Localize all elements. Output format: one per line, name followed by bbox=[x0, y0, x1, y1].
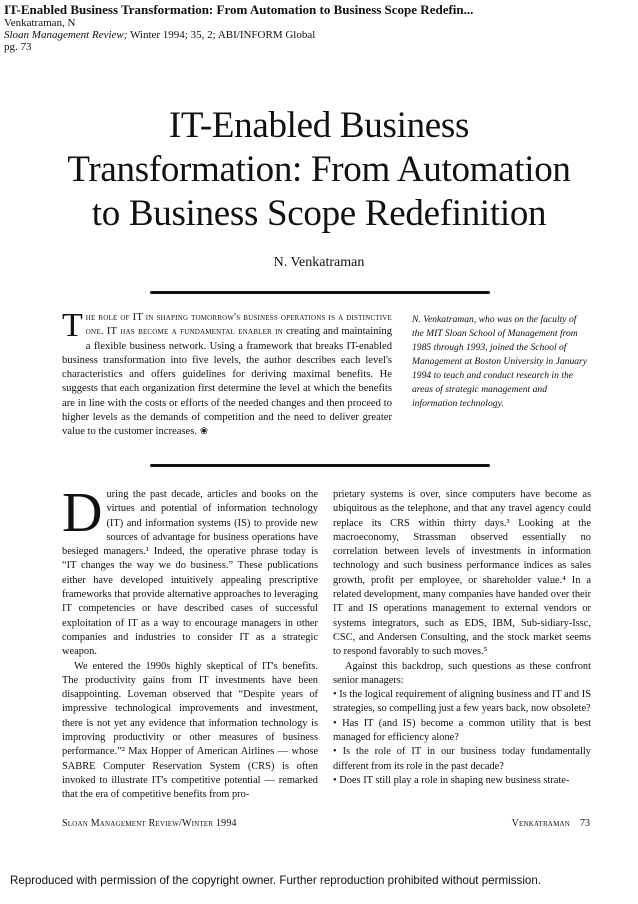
article-byline: N. Venkatraman bbox=[273, 255, 365, 270]
source-journal: Sloan Management Review; bbox=[4, 29, 128, 41]
paragraph bbox=[62, 482, 318, 660]
article-title-line-3: to Business Scope Redefinition bbox=[91, 193, 547, 234]
column-left bbox=[62, 482, 318, 803]
document-title: IT-Enabled Business Transformation: From Automation to Business Scope Redefin... bbox=[4, 2, 474, 17]
document-source bbox=[4, 29, 634, 41]
source-details: Winter 1994; 35, 2; ABI/INFORM Global bbox=[127, 29, 316, 41]
column-right bbox=[333, 488, 591, 788]
footer-right bbox=[512, 818, 590, 829]
paragraph: Against this backdrop, such questions as these confront senior managers: bbox=[333, 660, 591, 686]
divider-bottom bbox=[150, 464, 490, 467]
divider-top bbox=[150, 291, 490, 294]
bullet-item: • Is the role of IT in our business today fundamentally different from its role in the past decade? bbox=[333, 746, 591, 772]
article-title bbox=[20, 104, 618, 236]
reproduction-notice: Reproduced with permission of the copyright owner. Further reproduction prohibited without permission. bbox=[10, 874, 542, 887]
bullet-item: • Is the logical requirement of aligning business and IT and IS strategies, so compelling just a few years back, now obsolete? bbox=[333, 689, 591, 715]
document-header bbox=[4, 2, 634, 53]
author-bio: N. Venkatraman, who was on the faculty of the MIT Sloan School of Management from 1985 through 1993, joined the School of Management at Boston University in January 1994 to teach and conduct research in the areas of strategic management and information technology. bbox=[412, 314, 588, 409]
article-title-line-1: IT-Enabled Business bbox=[168, 105, 470, 146]
paragraph-text: uring the past decade, articles and books on the virtues and potential of information technology (IT) and information systems (IS) to provide new sources of advantage for business operations have besieged managers.¹ Indeed, the operative phrase today is “IT changes the way we do business.” These publications either have developed intuitively appealing prescriptive frameworks that provide alternative approaches to leveraging IT competencies or have described cases of successful exploitation of IT as a way to encourage managers in other companies and industries to consider IT as a strategic weapon. bbox=[62, 489, 318, 658]
abstract-body: creating and maintaining a flexible business network. Using a framework that breaks IT-enabled business transformation into five levels, the author describes each level's characteristics and offers guidelines for deriving maximal benefits. He suggests that each organization first determine the level at which the benefits are in line with the costs or efforts of the needed changes and then proceed to higher levels as the demands of competition and the need to deliver greater value to the customer increases. bbox=[62, 326, 392, 438]
footer-author: Venkatraman bbox=[511, 818, 570, 829]
bullet-item: • Does IT still play a role in shaping new business strate- bbox=[333, 774, 570, 786]
end-mark-icon: ❀ bbox=[199, 426, 209, 438]
article-title-line-2: Transformation: From Automation bbox=[67, 149, 571, 190]
document-author: Venkatraman, N bbox=[4, 17, 76, 29]
footer-page-number: 73 bbox=[580, 818, 590, 829]
abstract bbox=[62, 307, 392, 440]
paragraph: prietary systems is over, since computers have become as ubiquitous as the telephone, and that any travel agency could replace its CRS within thirty days.³ Looking at the macroeconomy, Strassman observed essentially no correlation between levels of investments in information technology and such business performance indices as sales growth, profit per employee, or shareholder value.⁴ In a related development, many companies have handed over their IT and IS operations management to external vendors or systems integrators, such as EDS, IBM, Sub-sidiary-Issc, CSC, and Andersen Consulting, and the stock market seems to respond favorably to such moves.⁵ bbox=[333, 489, 591, 658]
abstract-drop-cap: T bbox=[62, 307, 83, 344]
paragraph: We entered the 1990s highly skeptical of IT's benefits. The productivity gains from IT investments have been disappointing. Loveman observed that “Despite years of impressive technological improvements and investment, there is not yet any evidence that information technology is improving productivity or other measures of business performance.”² Max Hopper of American Airlines — whose SABRE Computer Reservation System (CRS) is often invoked to illustrate IT's competitive potential — remarked that the era of competitive benefits from pro- bbox=[62, 660, 318, 801]
page-footer bbox=[62, 818, 590, 829]
bullet-item: • Has IT (and IS) become a common utility that is best managed for efficiency alone? bbox=[333, 717, 591, 744]
body-drop-cap: D bbox=[62, 482, 103, 544]
abstract-lead: he role of IT in shaping tomorrow's business operations is a distinctive one. IT has become a fundamental enabler in bbox=[85, 312, 392, 338]
document-page: pg. 73 bbox=[4, 41, 32, 53]
footer-journal: Sloan Management Review/Winter 1994 bbox=[62, 818, 237, 829]
